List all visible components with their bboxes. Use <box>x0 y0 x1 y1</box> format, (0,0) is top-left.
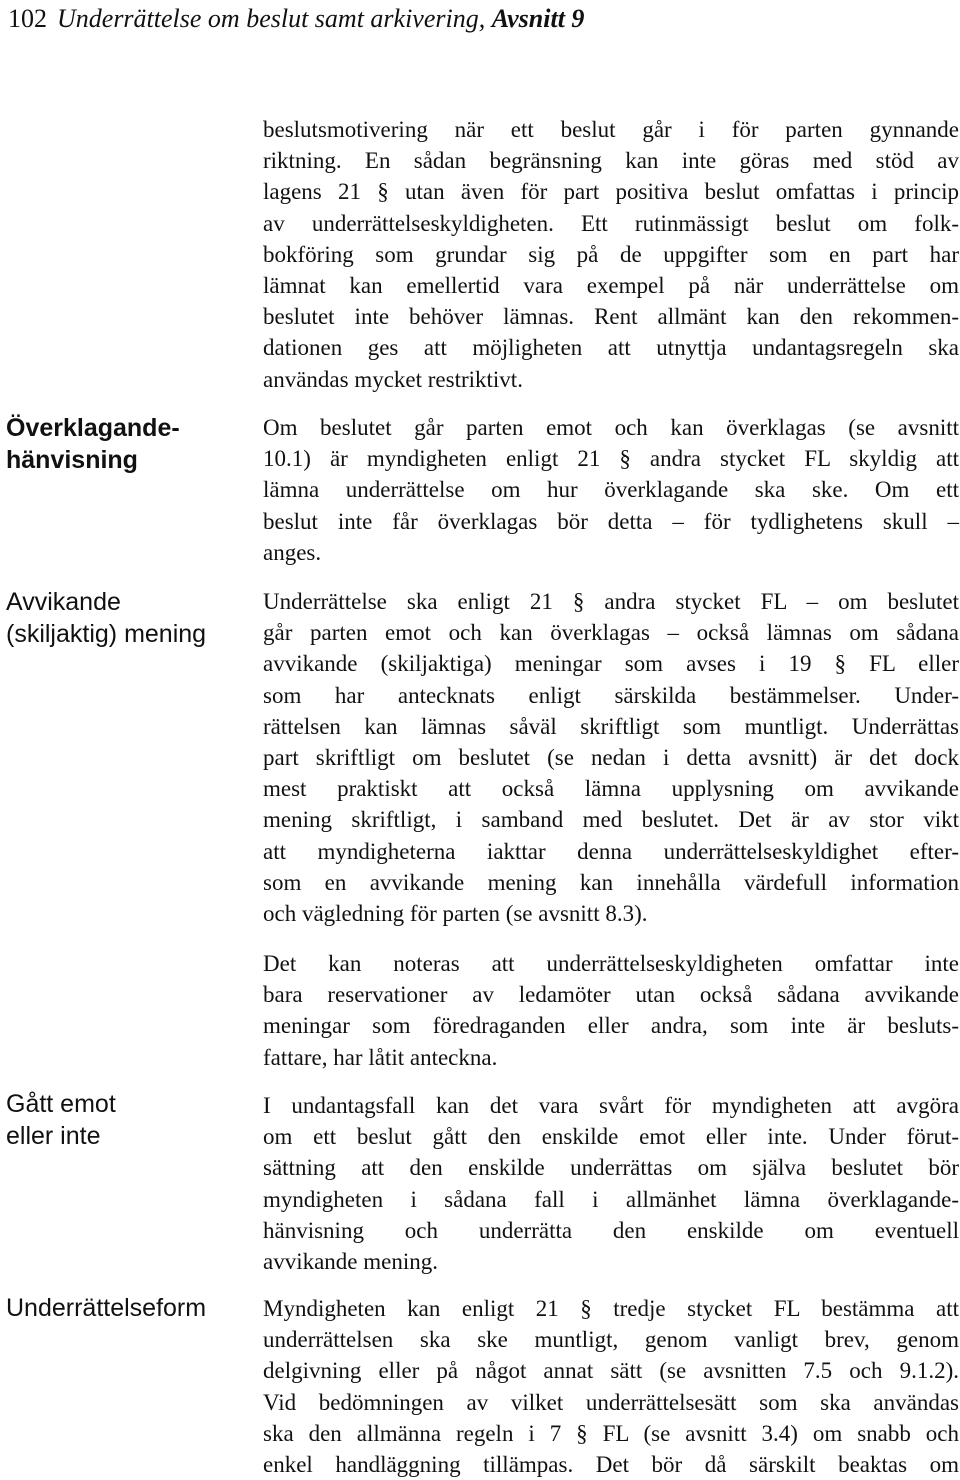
text-line: mest praktiskt att också lämna upplysning om avvikande <box>263 776 959 802</box>
text-line: mening skriftligt, i samband med beslutet. Det är av stor vikt <box>263 807 959 833</box>
text-line: lämnat kan emellertid vara exempel på när underrättelse om <box>263 272 959 298</box>
paragraph-overklagandehanvisning <box>263 412 959 568</box>
text-line: bokföring som grundar sig på de uppgifter som en part har <box>263 241 959 267</box>
margin-heading-line: Avvikande <box>6 588 121 616</box>
text-line: meningar som föredraganden eller andra, som inte är besluts- <box>263 1013 959 1039</box>
text-line: lagens 21 § utan även för part positiva beslut omfattas i princip <box>263 179 959 205</box>
text-line: beslut inte får överklagas bör detta – för tydlighetens skull – <box>263 508 959 534</box>
text-line: part skriftligt om beslutet (se nedan i detta avsnitt) är det dock <box>263 744 959 770</box>
text-line: Det kan noteras att underrättelseskyldigheten omfattar inte <box>263 951 959 976</box>
text-line: lämna underrättelse om hur överklagande ska ske. Om ett <box>263 477 959 503</box>
margin-heading-avvikande-mening <box>6 586 246 650</box>
text-line: och vägledning för parten (se avsnitt 8.3). <box>263 900 648 926</box>
margin-heading-line: eller inte <box>6 1122 101 1150</box>
text-line: avvikande mening. <box>263 1248 439 1274</box>
text-line: myndigheten i sådana fall i allmänhet lämna överklagande- <box>263 1186 959 1212</box>
paragraph-avvikande-mening <box>263 586 959 929</box>
paragraph-motivering <box>263 114 959 395</box>
paragraph-underrattelseform <box>263 1293 959 1480</box>
text-line: bara reservationer av ledamöter utan också sådana avvikande <box>263 982 959 1008</box>
text-line: avvikande (skiljaktiga) meningar som avses i 19 § FL eller <box>263 651 959 677</box>
text-line: Vid bedömningen av vilket underrättelsesätt som ska användas <box>263 1389 959 1415</box>
paragraph-reservationer <box>263 948 959 1073</box>
header-section: Avsnitt 9 <box>491 4 585 33</box>
margin-heading-gatt-emot <box>6 1088 246 1152</box>
running-header <box>8 2 584 36</box>
text-line: riktning. En sådan begränsning kan inte göras med stöd av <box>263 148 959 174</box>
paragraph-gatt-emot <box>263 1090 959 1277</box>
margin-heading-line: Underrättelseform <box>6 1294 207 1322</box>
margin-heading-line: Överklagande- <box>6 414 180 442</box>
text-line: rättelsen kan lämnas såväl skriftligt som muntligt. Underrättas <box>263 713 959 739</box>
text-line: dationen ges att möjligheten att utnyttja undantagsregeln ska <box>263 335 959 361</box>
margin-heading-line: Gått emot <box>6 1090 116 1118</box>
text-line: av underrättelseskyldigheten. Ett rutinmässigt beslut om folk- <box>263 210 959 236</box>
text-line: som har antecknats enligt särskilda bestämmelser. Under- <box>263 682 959 708</box>
text-line: går parten emot och kan överklagas – också lämnas om sådana <box>263 620 959 646</box>
page-number: 102 <box>8 4 47 33</box>
margin-heading-line: hänvisning <box>6 446 138 474</box>
text-line: beslutet inte behöver lämnas. Rent allmänt kan den rekommen- <box>263 304 959 330</box>
text-line: anges. <box>263 539 322 565</box>
text-line: beslutsmotivering när ett beslut går i för parten gynnande <box>263 117 959 142</box>
margin-heading-overklagandehanvisning <box>6 412 246 476</box>
text-line: ska den allmänna regeln i 7 § FL (se avsnitt 3.4) om snabb och <box>263 1420 959 1446</box>
margin-heading-underrattelseform <box>6 1292 246 1324</box>
text-line: sättning att den enskilde underrättas om själva beslutet bör <box>263 1155 959 1181</box>
text-line: I undantagsfall kan det vara svårt för myndigheten att avgöra <box>263 1093 959 1118</box>
text-line: Myndigheten kan enligt 21 § tredje stycket FL bestämma att <box>263 1296 959 1321</box>
text-line: användas mycket restriktivt. <box>263 366 523 392</box>
text-line: Om beslutet går parten emot och kan överklagas (se avsnitt <box>263 415 959 440</box>
text-line: att myndigheterna iakttar denna underrättelseskyldighet efter- <box>263 838 959 864</box>
text-line: om ett beslut gått den enskilde emot eller inte. Under förut- <box>263 1124 959 1150</box>
text-line: 10.1) är myndigheten enligt 21 § andra stycket FL skyldig att <box>263 446 959 472</box>
text-line: fattare, har låtit anteckna. <box>263 1044 498 1070</box>
header-title: Underrättelse om beslut samt arkivering, <box>57 4 486 33</box>
text-line: som en avvikande mening kan innehålla värdefull information <box>263 869 959 895</box>
margin-heading-line: (skiljaktig) mening <box>6 620 207 648</box>
text-line: hänvisning och underrätta den enskilde om eventuell <box>263 1217 959 1243</box>
text-line: underrättelsen ska ske muntligt, genom vanligt brev, genom <box>263 1327 959 1353</box>
text-line: delgivning eller på något annat sätt (se avsnitten 7.5 och 9.1.2). <box>263 1358 959 1384</box>
text-line: enkel handläggning tillämpas. Det bör då särskilt beaktas om <box>263 1451 959 1477</box>
text-line: Underrättelse ska enligt 21 § andra stycket FL – om beslutet <box>263 589 959 614</box>
